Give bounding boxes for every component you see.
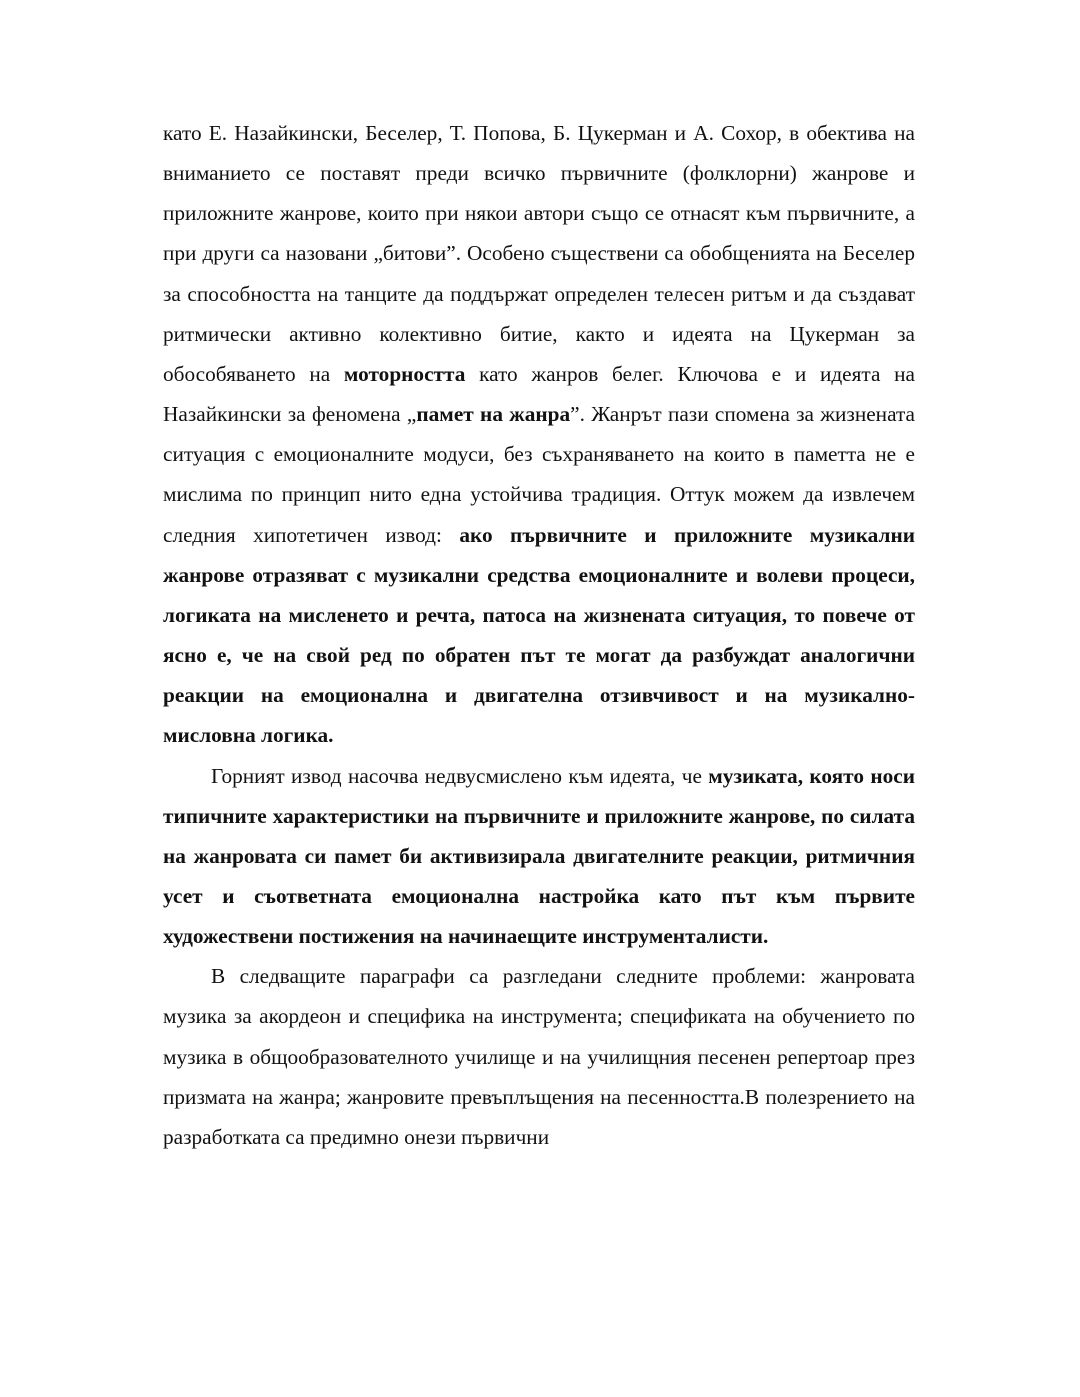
text-run: като жанров белег. Ключова е и идеята на Назайкински за феномена „ bbox=[163, 361, 915, 427]
paragraph-3 bbox=[163, 956, 915, 1157]
paragraph-2 bbox=[163, 756, 915, 957]
bold-term: моторността bbox=[343, 361, 466, 386]
bold-conclusion: музиката, която носи типичните характеристики на първичните и приложните жанрове, по силата на жанровата си памет би активизирала двигателните реакции, ритмичния усет и съответната емоционална настройка като път към първите художествени постижения на начинаещите инструменталисти. bbox=[163, 763, 915, 949]
text-run: като Е. Назайкински, Беселер, Т. Попова, Б. Цукерман и А. Сохор, в обектива на вниманието се поставят преди всичко първичните (фолклорни) жанрове и приложните жанрове, които при някои автори също се отнасят към първичните, а при други са назовани „битови”. Особено съществени са обобщенията на Беселер за способността на танците да поддържат определен телесен ритъм и да създават ритмически активно колективно битие, както и идеята на Цукерман за обособяването на bbox=[163, 121, 915, 386]
text-run: В следващите параграфи са разгледани следните проблеми: жанровата музика за акордеон и специфика на инструмента; спецификата на обучението по музика в общообразователното училище и на училищния песенен репертоар през призмата на жанра; жанровите превъплъщения на песенността.В полезрението на разработката са предимно онези първични bbox=[163, 964, 915, 1149]
paragraph-1 bbox=[163, 113, 915, 756]
text-run: Горният извод насочва недвусмислено към идеята, че bbox=[211, 763, 709, 788]
body-text bbox=[163, 113, 915, 1157]
bold-term: памет на жанра bbox=[416, 402, 571, 427]
text-run: ”. Жанрът пази спомена за жизнената ситуация с емоционалните модуси, без съхраняването на които в паметта не е мислима по принцип нито една устойчива традиция. Оттук можем да извлечем следния хипотетичен извод: bbox=[163, 402, 915, 547]
bold-conclusion: ако първичните и приложните музикални жанрове отразяват с музикални средства емоционалните и волеви процеси, логиката на мисленето и речта, патоса на жизнената ситуация, то повече от ясно е, че на свой ред по обратен път те могат да разбуждат аналогични реакции на емоционална и двигателна отзивчивост и на музикално-мисловна логика. bbox=[163, 522, 915, 748]
